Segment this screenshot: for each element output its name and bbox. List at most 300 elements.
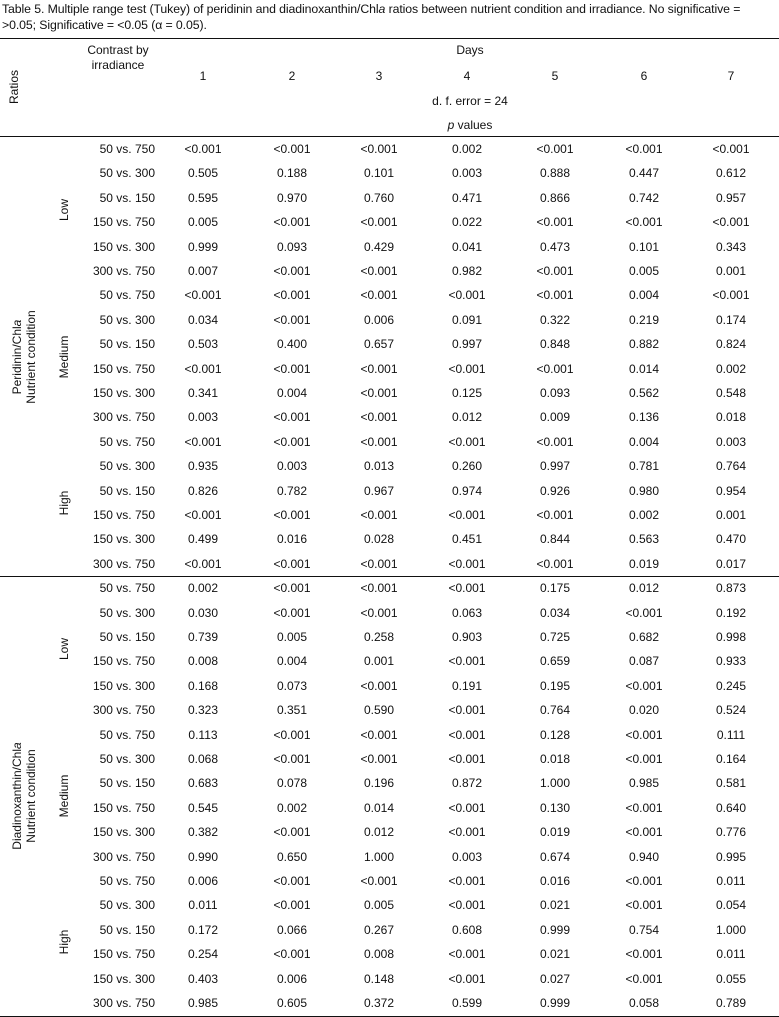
- p-value-day-7: 0.998: [715, 630, 747, 644]
- table-row: [0, 161, 779, 185]
- p-value-day-7: 0.343: [715, 239, 747, 254]
- p-value-day-4: 0.191: [451, 678, 483, 693]
- contrast-cell: 50 vs. 150: [99, 776, 155, 791]
- contrast-cell: 50 vs. 300: [99, 752, 155, 766]
- caption-italic: a: [378, 2, 386, 16]
- p-value-day-6: <0.001: [625, 142, 663, 156]
- p-value-day-2: 0.002: [276, 800, 308, 815]
- p-value-day-6: <0.001: [625, 800, 663, 815]
- p-value-day-7: 0.776: [715, 825, 747, 840]
- caption-text: Table 5. Multiple range test (Tukey) of peridinin and diadinoxanthin/Chl: [2, 2, 379, 16]
- p-value-day-3: <0.001: [360, 434, 398, 449]
- p-value-day-4: 0.003: [451, 166, 483, 181]
- contrast-cell: 150 vs. 300: [92, 678, 155, 693]
- p-value-day-3: <0.001: [360, 215, 398, 230]
- p-value-day-6: <0.001: [625, 752, 663, 766]
- p-value-day-4: 0.091: [451, 312, 483, 327]
- p-value-day-1: 0.005: [187, 215, 219, 230]
- contrast-cell: 150 vs. 300: [92, 971, 155, 986]
- table-row: [0, 869, 779, 893]
- p-value-day-7: 0.245: [715, 678, 747, 693]
- p-value-day-3: <0.001: [360, 410, 398, 425]
- p-value-day-6: 0.002: [628, 508, 660, 522]
- p-value-day-6: 0.985: [628, 776, 660, 791]
- p-value-day-6: 0.012: [628, 581, 660, 596]
- p-value-day-7: 0.054: [715, 898, 747, 913]
- contrast-cell: 50 vs. 750: [99, 288, 155, 303]
- p-value-day-4: 0.451: [451, 532, 483, 547]
- p-value-day-2: <0.001: [273, 556, 311, 571]
- p-value-day-5: 0.016: [539, 874, 571, 888]
- table-row: [0, 747, 779, 771]
- contrast-cell: 150 vs. 300: [92, 532, 155, 547]
- p-value-day-2: <0.001: [273, 215, 311, 230]
- p-value-day-5: <0.001: [536, 434, 574, 449]
- p-value-day-7: 0.789: [715, 996, 747, 1010]
- p-value-day-3: 0.372: [363, 996, 395, 1010]
- p-value-day-4: 0.974: [451, 483, 483, 498]
- p-value-day-2: <0.001: [273, 727, 311, 742]
- day-header-7: 7: [727, 69, 735, 83]
- p-value-day-2: <0.001: [273, 947, 311, 962]
- p-value-day-2: <0.001: [273, 312, 311, 327]
- p-value-day-7: 0.470: [715, 532, 747, 547]
- p-value-day-6: 0.014: [628, 361, 660, 376]
- header-p-values: [418, 118, 522, 132]
- p-value-day-5: 1.000: [539, 776, 571, 791]
- day-header-3: 3: [375, 69, 383, 83]
- contrast-cell: 50 vs. 300: [99, 459, 155, 474]
- p-value-day-2: 0.970: [276, 190, 308, 205]
- p-value-day-3: 0.014: [363, 800, 395, 815]
- contrast-cell: 300 vs. 750: [92, 556, 155, 571]
- p-value-day-4: 0.471: [451, 190, 483, 205]
- table-caption: [2, 2, 762, 33]
- p-value-day-1: 0.007: [187, 264, 219, 278]
- p-value-day-2: <0.001: [273, 825, 311, 840]
- p-value-day-5: <0.001: [536, 264, 574, 278]
- p-value-day-6: 0.004: [628, 288, 660, 303]
- contrast-cell: 50 vs. 750: [99, 874, 155, 888]
- p-value-day-5: 0.999: [539, 996, 571, 1010]
- p-value-day-5: <0.001: [536, 361, 574, 376]
- p-value-day-1: 0.505: [187, 166, 219, 181]
- ratio-label: [10, 310, 38, 403]
- header-ratios: Ratios: [7, 69, 21, 105]
- p-value-day-2: <0.001: [273, 605, 311, 620]
- table-row: [0, 918, 779, 942]
- contrast-cell: 150 vs. 300: [92, 386, 155, 400]
- p-value-day-6: 0.447: [628, 166, 660, 181]
- p-value-day-4: <0.001: [448, 800, 486, 815]
- p-value-day-6: <0.001: [625, 874, 663, 888]
- p-value-day-1: 0.545: [187, 800, 219, 815]
- p-value-day-7: 0.933: [715, 654, 747, 669]
- table-row: [0, 527, 779, 551]
- nutrient-condition-label: Nutrient condition: [24, 749, 38, 843]
- p-value-day-2: <0.001: [273, 264, 311, 278]
- p-value-day-2: 0.078: [276, 776, 308, 791]
- p-value-day-4: 0.903: [451, 630, 483, 644]
- p-value-day-6: 0.058: [628, 996, 660, 1010]
- table-top-rule: [0, 38, 779, 39]
- p-value-day-1: 0.002: [187, 581, 219, 596]
- p-value-day-4: <0.001: [448, 727, 486, 742]
- p-value-day-4: <0.001: [448, 434, 486, 449]
- table-row: [0, 283, 779, 307]
- p-value-day-1: <0.001: [184, 508, 222, 522]
- p-value-day-7: 0.001: [715, 508, 747, 522]
- p-value-day-7: <0.001: [712, 142, 750, 156]
- p-value-day-4: <0.001: [448, 654, 486, 669]
- p-value-day-5: <0.001: [536, 288, 574, 303]
- p-value-day-5: 0.130: [539, 800, 571, 815]
- p-value-day-1: 0.382: [187, 825, 219, 840]
- table-row: [0, 259, 779, 283]
- p-value-day-2: 0.093: [276, 239, 308, 254]
- table-row: [0, 820, 779, 844]
- p-value-day-1: 0.323: [187, 703, 219, 718]
- p-value-day-5: 0.764: [539, 703, 571, 718]
- p-value-day-4: <0.001: [448, 703, 486, 718]
- p-rest: values: [454, 118, 493, 132]
- contrast-cell: 50 vs. 150: [99, 337, 155, 352]
- ratio-name-text: Peridinin/Chl: [10, 325, 24, 394]
- p-value-day-3: 0.012: [363, 825, 395, 840]
- p-value-day-3: <0.001: [360, 752, 398, 766]
- p-value-day-1: <0.001: [184, 142, 222, 156]
- table-row: [0, 698, 779, 722]
- p-value-day-4: <0.001: [448, 874, 486, 888]
- p-value-day-5: 0.175: [539, 581, 571, 596]
- p-value-day-7: 0.017: [715, 556, 747, 571]
- p-value-day-7: 0.995: [715, 849, 747, 864]
- day-header-2: 2: [288, 69, 296, 83]
- nutrient-level-label: Low: [57, 199, 71, 222]
- contrast-cell: 150 vs. 750: [92, 654, 155, 669]
- table-row: [0, 942, 779, 966]
- p-value-day-1: 0.683: [187, 776, 219, 791]
- p-value-day-3: <0.001: [360, 508, 398, 522]
- p-value-day-6: 0.136: [628, 410, 660, 425]
- p-value-day-3: 0.001: [363, 654, 395, 669]
- p-value-day-1: 0.403: [187, 971, 219, 986]
- p-value-day-2: 0.188: [276, 166, 308, 181]
- table-row: [0, 649, 779, 673]
- day-header-5: 5: [551, 69, 559, 83]
- p-value-day-2: 0.650: [276, 849, 308, 864]
- header-contrast: Contrast by irradiance: [87, 43, 149, 72]
- p-value-day-4: <0.001: [448, 288, 486, 303]
- ratio-name: [10, 310, 24, 403]
- p-value-day-2: 0.351: [276, 703, 308, 718]
- p-value-day-3: 0.148: [363, 971, 395, 986]
- p-value-day-3: <0.001: [360, 288, 398, 303]
- p-value-day-4: <0.001: [448, 752, 486, 766]
- contrast-cell: 50 vs. 750: [99, 434, 155, 449]
- p-value-day-5: 0.888: [539, 166, 571, 181]
- p-value-day-4: 0.022: [451, 215, 483, 230]
- p-value-day-7: 0.764: [715, 459, 747, 474]
- header-df-error: d. f. error = 24: [432, 94, 508, 108]
- p-value-day-4: <0.001: [448, 947, 486, 962]
- p-value-day-4: 0.260: [451, 459, 483, 474]
- p-value-day-5: 0.844: [539, 532, 571, 547]
- p-value-day-5: 0.027: [539, 971, 571, 986]
- p-value-day-5: 0.322: [539, 312, 571, 327]
- p-value-day-7: 1.000: [715, 922, 747, 937]
- p-value-day-1: 0.011: [188, 898, 218, 913]
- p-value-day-6: 0.005: [628, 264, 660, 278]
- p-value-day-1: <0.001: [184, 556, 222, 571]
- p-value-day-4: 0.608: [451, 922, 483, 937]
- p-value-day-3: <0.001: [360, 581, 398, 596]
- ratio-name-italic: a: [10, 319, 24, 326]
- p-value-day-7: 0.957: [715, 190, 747, 205]
- ratio-label: [10, 742, 38, 849]
- table-row: [0, 430, 779, 454]
- p-value-day-5: 0.473: [539, 239, 571, 254]
- p-value-day-6: 0.020: [628, 703, 660, 718]
- p-value-day-1: <0.001: [184, 288, 222, 303]
- contrast-cell: 50 vs. 150: [99, 922, 155, 937]
- table-row: [0, 210, 779, 234]
- p-value-day-3: 0.005: [363, 898, 395, 913]
- ratio-name: [10, 742, 24, 849]
- table-row: [0, 845, 779, 869]
- p-value-day-7: <0.001: [712, 215, 750, 230]
- contrast-cell: 150 vs. 300: [92, 239, 155, 254]
- p-value-day-5: 0.866: [539, 190, 571, 205]
- p-value-day-5: 0.021: [539, 947, 571, 962]
- p-value-day-7: 0.524: [715, 703, 747, 718]
- ratio-name-text: Diadinoxanthin/Chl: [10, 748, 24, 850]
- p-value-day-3: 0.028: [363, 532, 395, 547]
- p-value-day-2: 0.605: [276, 996, 308, 1010]
- nutrient-level-label: Medium: [57, 335, 71, 378]
- p-value-day-6: <0.001: [625, 678, 663, 693]
- nutrient-level-label: Medium: [57, 774, 71, 818]
- p-value-day-5: <0.001: [536, 556, 574, 571]
- p-value-day-7: 0.011: [716, 947, 746, 962]
- p-value-day-4: 0.003: [451, 849, 483, 864]
- p-value-day-6: 0.563: [628, 532, 660, 547]
- table-row: [0, 235, 779, 259]
- p-value-day-7: 0.192: [715, 605, 747, 620]
- p-value-day-1: 0.999: [187, 239, 219, 254]
- p-value-day-5: 0.128: [539, 727, 571, 742]
- p-value-day-3: <0.001: [360, 142, 398, 156]
- contrast-cell: 50 vs. 300: [99, 312, 155, 327]
- p-value-day-6: 0.562: [628, 386, 660, 400]
- p-value-day-7: 0.824: [715, 337, 747, 352]
- p-value-day-7: <0.001: [712, 288, 750, 303]
- table-row: [0, 723, 779, 747]
- table-row: [0, 357, 779, 381]
- table-row: [0, 601, 779, 625]
- p-value-day-6: <0.001: [625, 605, 663, 620]
- contrast-cell: 50 vs. 150: [99, 630, 155, 644]
- p-value-day-3: 0.196: [363, 776, 395, 791]
- p-value-day-5: 0.018: [539, 752, 571, 766]
- p-value-day-1: <0.001: [184, 361, 222, 376]
- header-days-title: Days: [456, 43, 484, 57]
- p-value-day-6: 0.781: [628, 459, 660, 474]
- contrast-cell: 300 vs. 750: [92, 410, 155, 425]
- nutrient-level-label: High: [57, 490, 71, 516]
- table-row: [0, 893, 779, 917]
- contrast-cell: 300 vs. 750: [92, 703, 155, 718]
- p-value-day-6: <0.001: [625, 825, 663, 840]
- p-value-day-2: <0.001: [273, 361, 311, 376]
- p-value-day-4: <0.001: [448, 508, 486, 522]
- p-value-day-5: 0.725: [539, 630, 571, 644]
- p-value-day-2: 0.003: [276, 459, 308, 474]
- p-value-day-4: 0.002: [451, 142, 483, 156]
- p-value-day-6: 0.219: [628, 312, 660, 327]
- p-value-day-2: <0.001: [273, 508, 311, 522]
- p-value-day-6: 0.754: [628, 922, 660, 937]
- p-value-day-4: 0.012: [451, 410, 483, 425]
- p-value-day-2: 0.016: [276, 532, 308, 547]
- table-row: [0, 137, 779, 161]
- p-value-day-6: <0.001: [625, 215, 663, 230]
- p-value-day-3: <0.001: [360, 727, 398, 742]
- p-value-day-3: 0.006: [363, 312, 395, 327]
- p-value-day-4: <0.001: [448, 971, 486, 986]
- day-header-4: 4: [463, 69, 471, 83]
- contrast-cell: 50 vs. 150: [99, 190, 155, 205]
- p-value-day-7: 0.003: [715, 434, 747, 449]
- nutrient-level-label: Low: [57, 638, 71, 661]
- p-value-day-2: <0.001: [273, 581, 311, 596]
- p-value-day-1: 0.003: [187, 410, 219, 425]
- p-value-day-3: 1.000: [363, 849, 395, 864]
- table-row: [0, 381, 779, 405]
- p-value-day-6: 0.019: [628, 556, 660, 571]
- contrast-cell: 50 vs. 300: [99, 898, 155, 913]
- caption-text-end: ratios between nutrient condition and irradiance. No significative = >0.05; Significative = <0.05 (α = 0.05).: [2, 2, 741, 32]
- p-value-day-3: <0.001: [360, 678, 398, 693]
- table-row: [0, 991, 779, 1015]
- table-row: [0, 454, 779, 478]
- p-value-day-1: 0.935: [187, 459, 219, 474]
- p-value-day-3: <0.001: [360, 556, 398, 571]
- table-row: [0, 967, 779, 991]
- p-value-day-5: 0.659: [539, 654, 571, 669]
- table-row: [0, 771, 779, 795]
- p-value-day-1: 0.503: [187, 337, 219, 352]
- p-value-day-6: 0.087: [628, 654, 660, 669]
- p-value-day-4: 0.063: [451, 605, 483, 620]
- p-value-day-5: <0.001: [536, 508, 574, 522]
- p-value-day-1: 0.006: [187, 874, 219, 888]
- p-value-day-1: 0.008: [187, 654, 219, 669]
- p-value-day-3: <0.001: [360, 874, 398, 888]
- p-value-day-2: 0.005: [276, 630, 308, 644]
- p-value-day-7: 0.640: [715, 800, 747, 815]
- p-value-day-7: 0.612: [715, 166, 747, 181]
- p-value-day-3: <0.001: [360, 264, 398, 278]
- p-value-day-1: 0.990: [187, 849, 219, 864]
- p-value-day-5: 0.009: [539, 410, 571, 425]
- p-value-day-7: 0.002: [715, 361, 747, 376]
- contrast-cell: 50 vs. 750: [99, 581, 155, 596]
- p-value-day-6: <0.001: [625, 898, 663, 913]
- table-row: [0, 552, 779, 576]
- ratio-name-italic: a: [10, 742, 24, 749]
- p-value-day-5: 0.021: [539, 898, 571, 913]
- p-value-day-6: 0.980: [628, 483, 660, 498]
- p-value-day-3: <0.001: [360, 605, 398, 620]
- p-italic: p: [447, 118, 455, 132]
- day-header-1: 1: [199, 69, 207, 83]
- contrast-cell: 50 vs. 750: [99, 727, 155, 742]
- p-value-day-6: <0.001: [625, 727, 663, 742]
- p-value-day-5: 0.034: [539, 605, 571, 620]
- p-value-day-5: 0.997: [539, 459, 571, 474]
- p-value-day-4: <0.001: [448, 825, 486, 840]
- p-value-day-2: <0.001: [273, 142, 311, 156]
- p-value-day-4: 0.997: [451, 337, 483, 352]
- p-value-day-3: 0.590: [363, 703, 395, 718]
- table-row: [0, 796, 779, 820]
- contrast-cell: 150 vs. 750: [92, 947, 155, 962]
- p-value-day-3: <0.001: [360, 361, 398, 376]
- p-value-day-1: 0.595: [187, 190, 219, 205]
- p-value-day-3: 0.008: [363, 947, 395, 962]
- p-value-day-6: 0.682: [628, 630, 660, 644]
- p-value-day-4: <0.001: [448, 581, 486, 596]
- p-value-day-1: 0.172: [187, 922, 219, 937]
- p-value-day-1: 0.168: [187, 678, 219, 693]
- table-row: [0, 503, 779, 527]
- nutrient-condition-label: Nutrient condition: [24, 309, 38, 404]
- p-value-day-1: 0.254: [187, 947, 219, 962]
- p-value-day-6: 0.101: [628, 239, 660, 254]
- p-value-day-6: 0.940: [628, 849, 660, 864]
- p-value-day-6: 0.742: [628, 190, 660, 205]
- p-value-day-7: 0.018: [715, 410, 747, 425]
- p-value-day-5: 0.848: [539, 337, 571, 352]
- table-row: [0, 332, 779, 356]
- p-value-day-4: 0.041: [451, 239, 483, 254]
- table-row: [0, 625, 779, 649]
- p-value-day-2: 0.782: [276, 483, 308, 498]
- nutrient-level-label: High: [57, 929, 71, 955]
- p-value-day-7: 0.111: [716, 727, 746, 742]
- p-value-day-2: <0.001: [273, 410, 311, 425]
- contrast-cell: 150 vs. 750: [92, 508, 155, 522]
- table-row: [0, 479, 779, 503]
- p-value-day-2: <0.001: [273, 752, 311, 766]
- p-value-day-3: 0.967: [363, 483, 395, 498]
- p-value-day-5: <0.001: [536, 142, 574, 156]
- p-value-day-6: <0.001: [625, 971, 663, 986]
- p-value-day-4: 0.982: [451, 264, 483, 278]
- table-row: [0, 576, 779, 600]
- p-value-day-2: 0.073: [276, 678, 308, 693]
- p-value-day-4: 0.599: [451, 996, 483, 1010]
- contrast-cell: 150 vs. 750: [92, 361, 155, 376]
- p-value-day-1: 0.499: [187, 532, 219, 547]
- p-value-day-3: 0.267: [363, 922, 395, 937]
- table-row: [0, 308, 779, 332]
- p-value-day-7: 0.954: [715, 483, 747, 498]
- day-header-6: 6: [640, 69, 648, 83]
- contrast-cell: 50 vs. 300: [99, 166, 155, 181]
- p-value-day-1: 0.739: [187, 630, 219, 644]
